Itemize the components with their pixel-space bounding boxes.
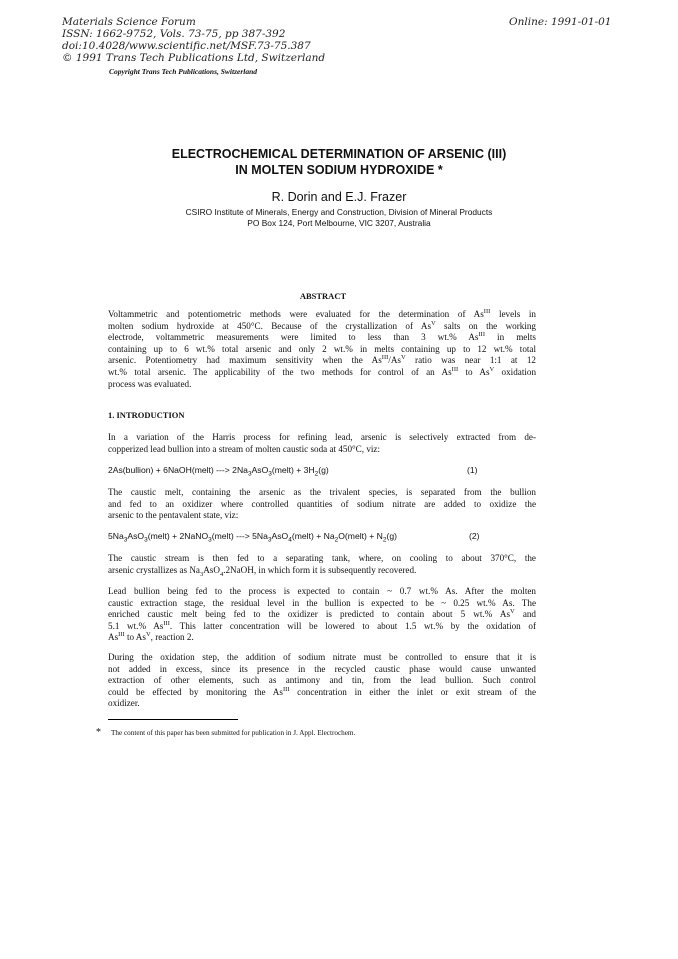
- abstract-line: molten sodium hydroxide at 450°C. Because of the crystallization of $As^V$ salts on the working: [108, 319, 536, 331]
- intro-p5-line: extraction of other elements, such as antimony and tin, from the lead bullion. Such control: [108, 675, 536, 686]
- online-date: Online: 1991-01-01: [509, 16, 612, 28]
- intro-p4-line: caustic extraction stage, the residual level in the bullion is expected to be ~ 0.25 wt.% As. The: [108, 597, 536, 608]
- abstract-line: wt.% total arsenic. The applicability of the two methods for control of an $As^{III}$ to $As^V$ oxidation: [108, 365, 537, 377]
- doi-line[interactable]: doi:10.4028/www.scientific.net/MSF.73-75.387: [62, 40, 311, 52]
- paper-authors: R. Dorin and E.J. Frazer: [271, 190, 407, 204]
- abstract-text: [108, 309, 536, 390]
- footnote-marker: *: [96, 727, 101, 738]
- intro-paragraph-3: [108, 553, 536, 576]
- abstract-line: arsenic. Potentiometry had maximum sensitivity when the $As^{III}/As^V$ ratio was near 1:1 at 12: [108, 354, 536, 366]
- issn-line: ISSN: 1662-9752, Vols. 73-75, pp 387-392: [62, 28, 286, 40]
- intro-p5-line: During the oxidation step, the addition of sodium nitrate must be controlled to ensure that it is: [108, 652, 536, 662]
- intro-p4-line: $As^{III}$ to $As^V$, reaction 2.: [108, 631, 194, 643]
- introduction-heading: 1. INTRODUCTION: [108, 410, 185, 420]
- equation-1-number: (1): [467, 465, 478, 475]
- intro-p4-line: Lead bullion being fed to the process is expected to contain ~ 0.7 wt.% As. After the molten: [108, 586, 536, 596]
- abstract-line: process was evaluated.: [108, 378, 192, 389]
- footnote-rule: [108, 719, 238, 720]
- intro-p3-line: arsenic crystallizes as $Na_3AsO_4.2NaOH$, in which form it is subsequently recovered.: [108, 564, 417, 578]
- journal-name: Materials Science Forum: [62, 16, 196, 28]
- abstract-heading: ABSTRACT: [299, 291, 347, 301]
- intro-p2-line: arsenic to the pentavalent state, viz:: [108, 510, 239, 521]
- abstract-line: electrode, voltammetric measurements were limited to less than 3 wt.% $As^{III}$ in melts: [108, 331, 536, 343]
- intro-p4-line: enriched caustic melt being fed to the oxidizer is predicted to contain about 5 wt.% $As^V$ and: [108, 608, 536, 620]
- intro-p5-line: not added in excess, since its presence in the recycled caustic phase would cause unwanted: [108, 663, 536, 674]
- intro-p5-line: could be effected by monitoring the $As^{III}$ concentration in either the inlet or exit stream of the: [108, 685, 537, 697]
- intro-paragraph-4: [108, 586, 536, 644]
- intro-paragraph-5: [108, 652, 536, 710]
- abstract-line: containing up to 6 wt.% total arsenic and only 2 wt.% in melts containing up to 12 wt.% total: [108, 343, 536, 354]
- intro-paragraph-2: [108, 487, 536, 522]
- equation-1: 2As(bullion) + 6NaOH(melt) ---> $2Na_3AsO_3(melt) + 3H_2(g)$: [108, 465, 329, 478]
- paper-title-line-1: ELECTROCHEMICAL DETERMINATION OF ARSENIC (III): [171, 147, 507, 161]
- intro-p1-line: In a variation of the Harris process for refining lead, arsenic is selectively extracted from de-: [108, 432, 536, 442]
- intro-p2-line: and fed to an oxidizer where controlled quantities of sodium nitrate are added to oxidize the: [108, 498, 536, 509]
- affiliation-line-1: CSIRO Institute of Minerals, Energy and Construction, Division of Mineral Products: [185, 207, 493, 217]
- intro-p5-line: oxidizer.: [108, 698, 140, 709]
- intro-p2-line: The caustic melt, containing the arsenic as the trivalent species, is separated from the bullion: [108, 487, 536, 497]
- affiliation-line-2: PO Box 124, Port Melbourne, VIC 3207, Australia: [247, 218, 431, 228]
- footnote-text: The content of this paper has been submitted for publication in J. Appl. Electrochem.: [111, 729, 356, 737]
- intro-paragraph-1: [108, 432, 536, 455]
- copyright-notice: Copyright Trans Tech Publications, Switzerland: [109, 67, 258, 76]
- copyright-line: © 1991 Trans Tech Publications Ltd, Switzerland: [62, 52, 326, 64]
- equation-2: $5Na_3AsO_3(melt)$ + 2NaNO$_3$(melt) ---> $5Na_3AsO_4(melt)$ + $Na_2O(melt) + N_2(g)$: [108, 531, 398, 544]
- intro-p1-line: copperized lead bullion into a stream of molten caustic soda at 450°C, viz:: [108, 443, 380, 454]
- equation-2-number: (2): [469, 531, 480, 541]
- abstract-line: Voltammetric and potentiometric methods were evaluated for the determination of $As^{III}$ levels in: [108, 307, 536, 319]
- intro-p4-line: 5.1 wt.% $As^{III}$. This latter concentration will be lowered to about 1.5 wt.% by the oxidation of: [108, 619, 536, 631]
- paper-title-line-2: IN MOLTEN SODIUM HYDROXIDE *: [235, 163, 443, 177]
- intro-p3-line: The caustic stream is then fed to a separating tank, where, on cooling to about 370°C, the: [108, 553, 536, 563]
